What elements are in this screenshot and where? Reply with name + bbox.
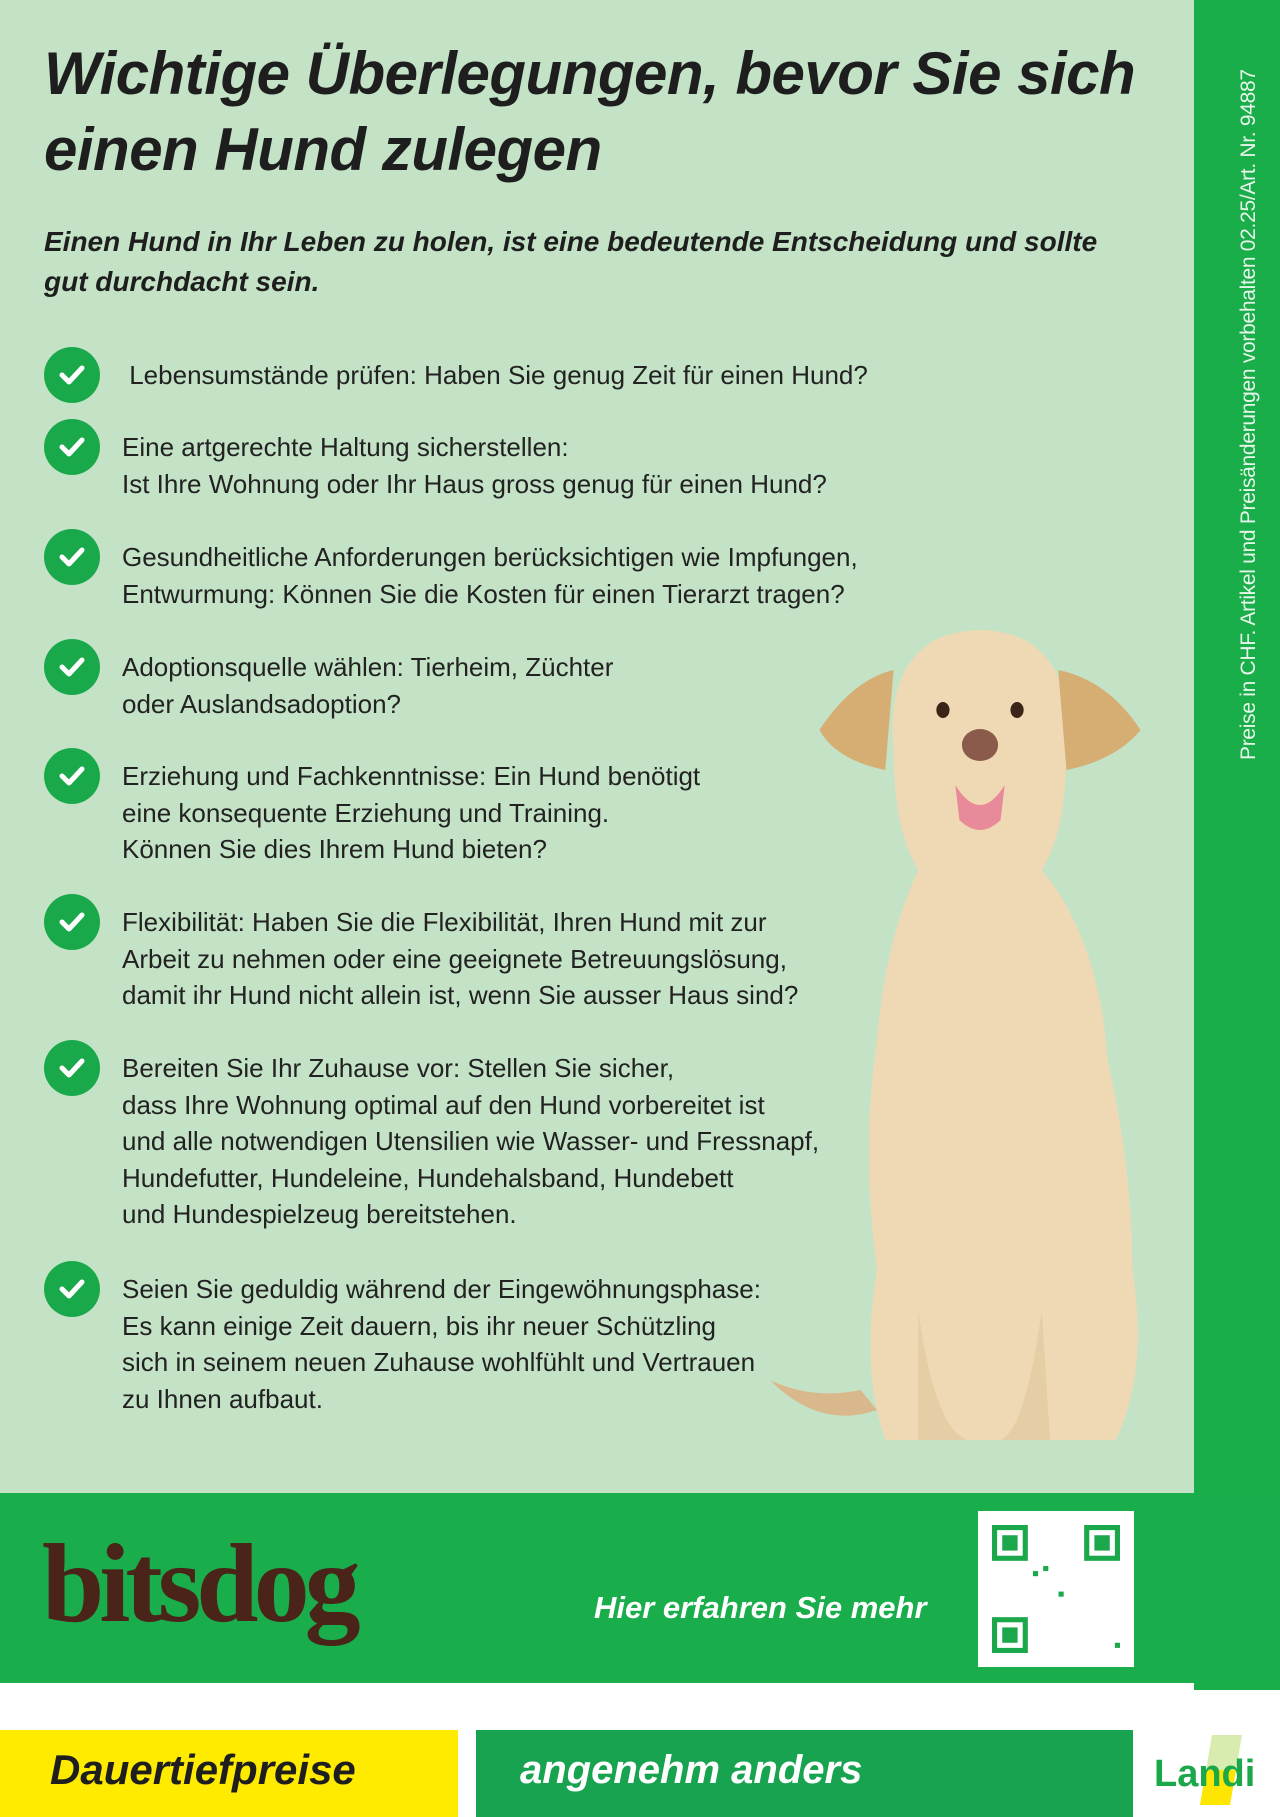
- svg-text:Landi: Landi: [1154, 1753, 1256, 1795]
- qr-code[interactable]: [978, 1511, 1134, 1667]
- checklist-item: [44, 1271, 761, 1417]
- checklist-item: [44, 357, 868, 403]
- subtitle: Einen Hund in Ihr Leben zu holen, ist eine bedeutende Entscheidung und sollte gut durchdacht sein.: [44, 226, 1098, 297]
- checklist-item-text: Seien Sie geduldig während der Eingewöhnungsphase: Es kann einige Zeit dauern, bis ihr neuer Schützling sich in seinem neuen Zuhause wohlfühlt und Vertrauen zu Ihnen aufbaut.: [122, 1274, 761, 1414]
- price-disclaimer: Preise in CHF. Artikel und Preisänderungen vorbehalten 02.25/Art. Nr. 94887: [1237, 69, 1260, 760]
- checklist-item: [44, 904, 798, 1014]
- check-icon: [44, 419, 100, 475]
- slogan-right: angenehm anders: [520, 1748, 863, 1792]
- checklist-item-text: Bereiten Sie Ihr Zuhause vor: Stellen Sie sicher, dass Ihre Wohnung optimal auf den Hund vorbereitet ist und alle notwendigen Utensilien wie Wasser- und Fressnapf, Hundefutter, Hundeleine, Hundehalsband, Hundebett und Hundespielzeug bereitstehen.: [122, 1053, 820, 1229]
- dog-photo: [770, 610, 1190, 1460]
- check-icon: [44, 894, 100, 950]
- check-icon: [44, 748, 100, 804]
- checklist-item-text: Eine artgerechte Haltung sicherstellen: Ist Ihre Wohnung oder Ihr Haus gross genug für einen Hund?: [122, 432, 827, 499]
- slogan-left-box: [0, 1730, 458, 1817]
- landi-logo: [1150, 1730, 1270, 1817]
- checklist-item-text: Adoptionsquelle wählen: Tierheim, Züchter oder Auslandsadoption?: [122, 652, 614, 719]
- learn-more-link[interactable]: Hier erfahren Sie mehr: [594, 1590, 927, 1625]
- qr-code-icon: [992, 1525, 1120, 1653]
- checklist-item-text: Flexibilität: Haben Sie die Flexibilität, Ihren Hund mit zur Arbeit zu nehmen oder eine geeignete Betreuungslösung, damit ihr Hund nicht allein ist, wenn Sie ausser Haus sind?: [122, 907, 799, 1010]
- slogan-left: Dauertiefpreise: [50, 1746, 356, 1793]
- checklist-item-text: Erziehung und Fachkenntnisse: Ein Hund benötigt eine konsequente Erziehung und Training. Können Sie dies Ihrem Hund bieten?: [122, 761, 701, 864]
- checklist-item: [44, 539, 858, 612]
- checklist-item: [44, 758, 700, 868]
- check-icon: [44, 1040, 100, 1096]
- checklist-item: [44, 1050, 819, 1233]
- checklist-item-text: Lebensumstände prüfen: Haben Sie genug Zeit für einen Hund?: [122, 360, 868, 390]
- bitsdog-logo: bitsdog: [42, 1522, 356, 1646]
- check-icon: [44, 1261, 100, 1317]
- checklist-item: [44, 429, 827, 502]
- check-icon: [44, 347, 100, 403]
- page-title: Wichtige Überlegungen, bevor Sie sich einen Hund zulegen: [44, 40, 1136, 183]
- checklist-item-text: Gesundheitliche Anforderungen berücksichtigen wie Impfungen, Entwurmung: Können Sie die Kosten für einen Tierarzt tragen?: [122, 542, 858, 609]
- slogan-right-box: [476, 1730, 1133, 1817]
- check-icon: [44, 639, 100, 695]
- checklist-item: [44, 649, 613, 722]
- check-icon: [44, 529, 100, 585]
